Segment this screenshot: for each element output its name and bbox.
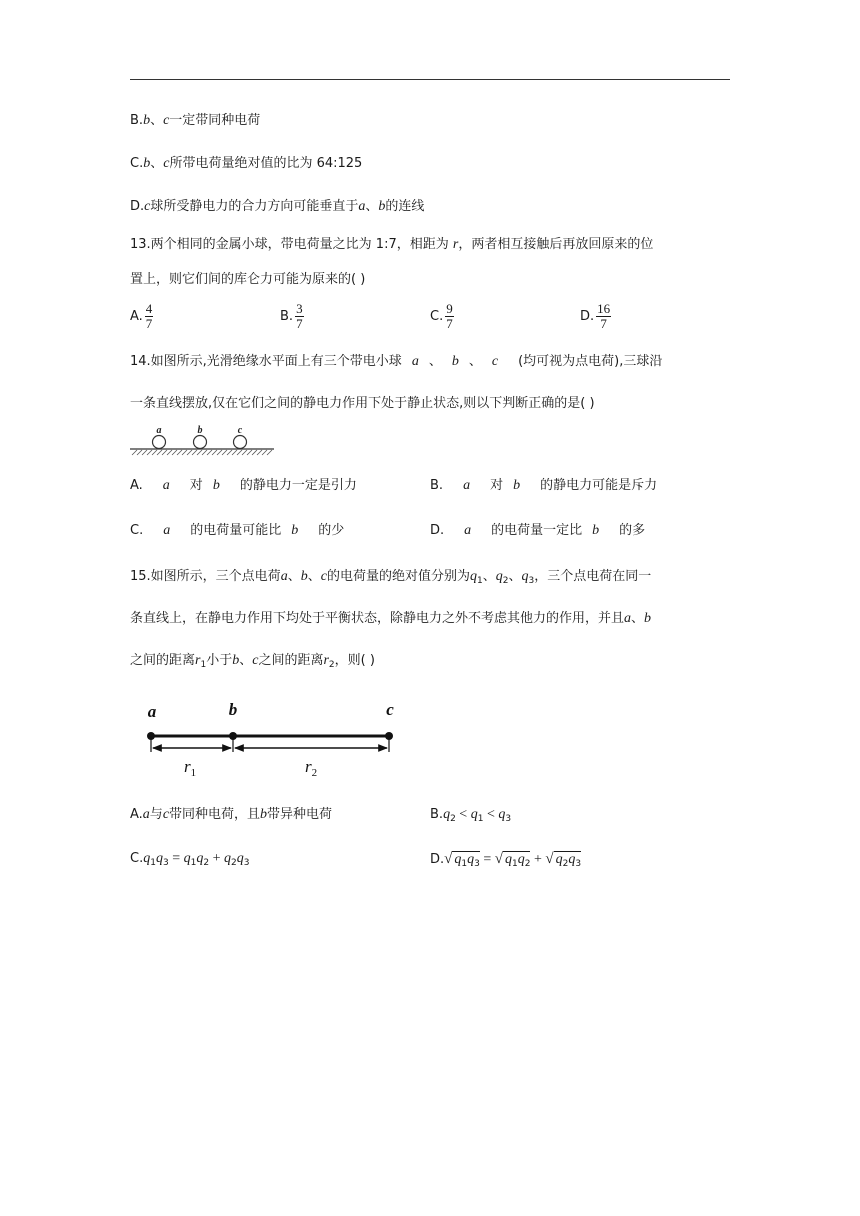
q15-option-d[interactable]: D.√ $q_1q_3$ = √ $q_1q_2$ + √ $q_2q_3$ bbox=[430, 849, 581, 872]
q15-option-b[interactable]: $B.q_2 < q_1 < q_3$ bbox=[430, 807, 512, 824]
q14-option-a[interactable]: A. a 对 b 的静电力一定是引力 bbox=[130, 478, 357, 493]
q15-stem-line2: 条直线上，在静电力作用下均处于平衡状态，除静电力之外不考虑其他力的作用，并且a、b bbox=[130, 611, 652, 626]
r1-label: $r_1$ bbox=[184, 757, 197, 779]
r2-label: $r_2$ bbox=[305, 757, 318, 779]
q13-option-b[interactable]: B. $\frac{3}{7}$ bbox=[280, 301, 303, 331]
fraction: $\frac{3}{7}$ bbox=[296, 301, 303, 331]
q15-figure-charges bbox=[140, 696, 410, 782]
sqrt-q1q3: $q_1q_3$ bbox=[452, 851, 479, 872]
q13-stem-line2: 置上，则它们间的库仑力可能为原来的( ) bbox=[130, 272, 366, 287]
q14-option-b[interactable]: B. a 对 b 的静电力可能是斥力 bbox=[430, 478, 658, 493]
q14-stem-line2: 一条直线摆放,仅在它们之间的静电力作用下处于静止状态,则以下判断正确的是( ) bbox=[130, 396, 595, 411]
q14-option-c[interactable]: C. a 的电荷量可能比 b 的少 bbox=[130, 523, 345, 538]
q15-option-a[interactable]: A.a与c带同种电荷，且b带异种电荷 bbox=[130, 807, 333, 822]
q15-option-c[interactable]: $C.q_1q_3 = q_1q_2 + q_2q_3$ bbox=[130, 851, 250, 868]
q14-stem-line1: 14.如图所示,光滑绝缘水平面上有三个带电小球 a 、 b 、 c (均可视为点电荷),三球沿 bbox=[130, 354, 663, 369]
ball-a bbox=[153, 436, 166, 449]
ball-label-b: b bbox=[197, 425, 203, 436]
q15-stem-line1: 15.如图所示，三个点电荷a、b、c的电荷量的绝对值分别为$q_1$、$q_2$、$q_3$，三个点电荷在同一 bbox=[130, 569, 652, 586]
ball-c bbox=[234, 436, 247, 449]
q13-option-c[interactable]: C. $\frac{9}{7}$ bbox=[430, 301, 453, 331]
charge-label-a: a bbox=[147, 702, 157, 721]
q15-stem-line3: 之间的距离$r_1$小于b、c之间的距离$r_2$，则( ) bbox=[130, 653, 375, 670]
fraction: $\frac{4}{7}$ bbox=[145, 301, 153, 331]
q13-stem-line1: 13.两个相同的金属小球，带电荷量之比为 1:7，相距为 r，两者相互接触后再放回原来的位 bbox=[130, 237, 654, 252]
fraction: $\frac{16}{7}$ bbox=[597, 301, 611, 331]
q13-option-d[interactable]: D. $\frac{16}{7}$ bbox=[580, 301, 611, 331]
fraction: $\frac{9}{7}$ bbox=[446, 301, 453, 331]
q14-figure-balls bbox=[128, 422, 278, 458]
charge-label-b: b bbox=[228, 700, 238, 719]
sqrt-q2q3: $q_2q_3$ bbox=[554, 851, 581, 872]
ball-label-c: c bbox=[237, 425, 243, 436]
q12-option-b[interactable]: B.b、c一定带同种电荷 bbox=[130, 113, 261, 128]
ball-b bbox=[194, 436, 207, 449]
q12-option-c[interactable]: C.b、c所带电荷量绝对值的比为 64:125 bbox=[130, 156, 363, 171]
ground-hatching bbox=[132, 450, 272, 455]
charge-label-c: c bbox=[386, 700, 394, 719]
ball-label-a: a bbox=[156, 425, 162, 436]
q12-option-d[interactable]: D.c球所受静电力的合力方向可能垂直于a、b的连线 bbox=[130, 199, 425, 214]
sqrt-q1q2: $q_1q_2$ bbox=[503, 851, 530, 872]
q14-option-d[interactable]: D. a 的电荷量一定比 b 的多 bbox=[430, 523, 646, 538]
q13-option-a[interactable]: A. $\frac{4}{7}$ bbox=[130, 301, 153, 331]
header-rule bbox=[130, 79, 730, 80]
